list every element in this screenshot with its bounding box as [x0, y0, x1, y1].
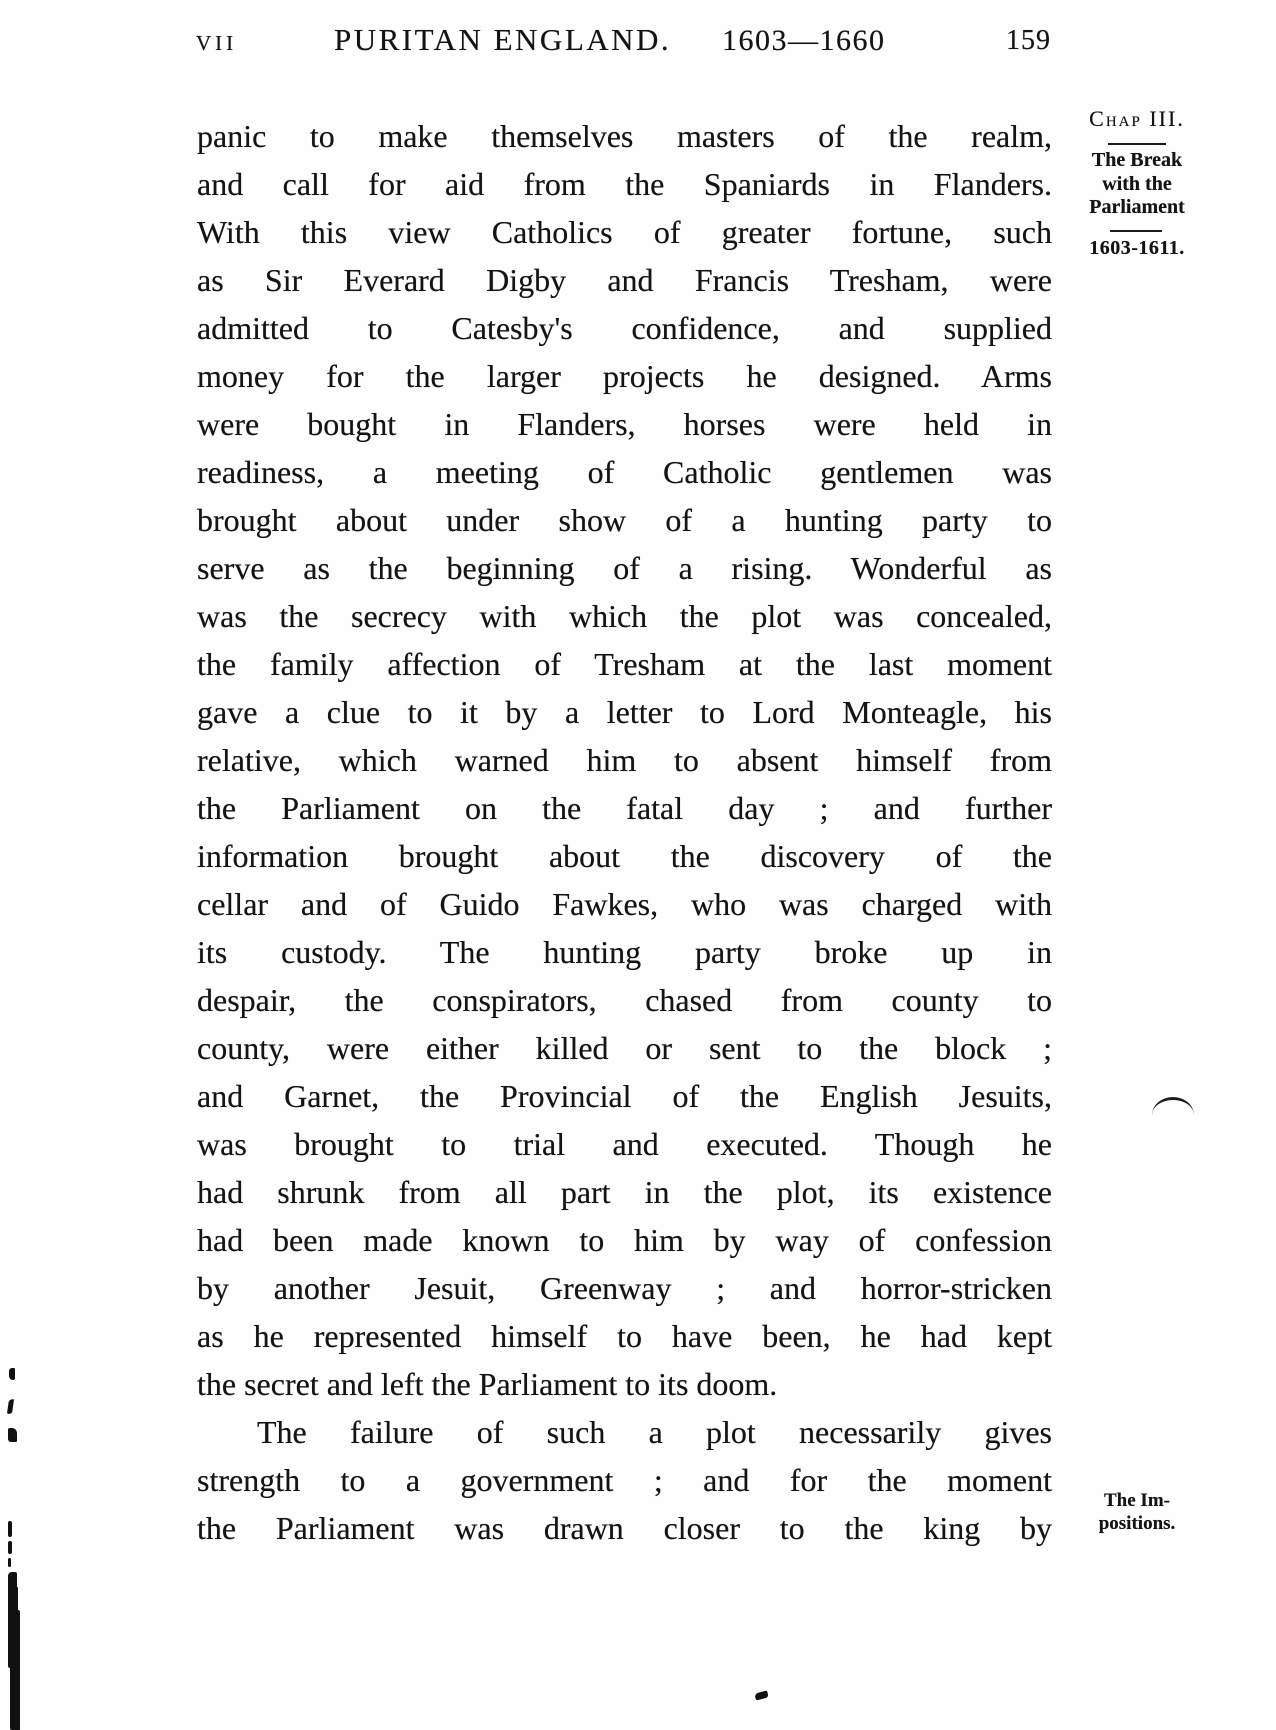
sidenote-line: The Im- [1104, 1490, 1170, 1511]
body-text-line: admitted to Catesby's confidence, and supplied [197, 310, 1052, 346]
body-text-line: strength to a government ; and for the moment [197, 1462, 1052, 1498]
body-text-line: money for the larger projects he designed. Arms [197, 358, 1052, 394]
body-text-line: serve as the beginning of a rising. Wonderful as [197, 550, 1052, 586]
body-text-line: cellar and of Guido Fawkes, who was charged with [197, 886, 1052, 922]
body-text-line: and Garnet, the Provincial of the English Jesuits, [197, 1078, 1052, 1114]
pen-arc-mark [1152, 1097, 1194, 1115]
scan-speck [8, 1521, 12, 1537]
body-text-line: despair, the conspirators, chased from county to [197, 982, 1052, 1018]
body-text-line: were bought in Flanders, horses were held in [197, 406, 1052, 442]
body-text-line: had been made known to him by way of confession [197, 1222, 1052, 1258]
body-text-line: With this view Catholics of greater fortune, such [197, 214, 1052, 250]
body-text-line: information brought about the discovery of the [197, 838, 1052, 874]
body-text-line: the family affection of Tresham at the last moment [197, 646, 1052, 682]
body-text-line: the Parliament was drawn closer to the king by [197, 1510, 1052, 1546]
chapter-numeral: VII [196, 31, 238, 55]
impositions-sidenote [1062, 1489, 1212, 1535]
scan-speck [754, 1691, 768, 1701]
scan-speck [9, 1368, 15, 1380]
body-text-line: the Parliament on the fatal day ; and further [197, 790, 1052, 826]
paragraph-plot-failure [197, 1408, 1052, 1552]
body-text-line: panic to make themselves masters of the realm, [197, 118, 1052, 154]
page-number: 159 [1006, 25, 1051, 56]
body-text-line: The failure of such a plot necessarily gives [257, 1414, 1052, 1450]
body-text-line: and call for aid from the Spaniards in Flanders. [197, 166, 1052, 202]
body-text-line: county, were either killed or sent to the block ; [197, 1030, 1052, 1066]
sidenote-line: with the [1102, 172, 1172, 195]
body-text-line: by another Jesuit, Greenway ; and horror-stricken [197, 1270, 1052, 1306]
body-text-line: readiness, a meeting of Catholic gentlemen was [197, 454, 1052, 490]
body-text-line: was brought to trial and executed. Though he [197, 1126, 1052, 1162]
running-title: PURITAN ENGLAND. [334, 22, 672, 57]
body-text-line: as he represented himself to have been, he had kept [197, 1318, 1052, 1354]
sidenote-line: The Break [1091, 149, 1183, 171]
sidenote-rule [1108, 143, 1166, 145]
body-text-line: gave a clue to it by a letter to Lord Monteagle, his [197, 694, 1052, 730]
scan-edge-streak [8, 1572, 17, 1668]
scan-speck [8, 1541, 12, 1554]
break-with-parliament-sidenote [1062, 149, 1212, 220]
sidenote-line: positions. [1098, 1513, 1176, 1534]
running-date-range: 1603—1660 [722, 24, 886, 57]
date-sidenote: 1603-1611. [1089, 237, 1185, 259]
body-text-line: the secret and left the Parliament to its doom. [197, 1366, 778, 1402]
body-text-line: as Sir Everard Digby and Francis Tresham, were [197, 262, 1052, 298]
scan-speck [7, 1399, 14, 1415]
scan-speck [8, 1558, 11, 1567]
sidenote-line: Parliament [1089, 196, 1185, 218]
body-text-line: was the secrecy with which the plot was concealed, [197, 598, 1052, 634]
body-text-line: relative, which warned him to absent himself from [197, 742, 1052, 778]
body-text-line: its custody. The hunting party broke up in [197, 934, 1052, 970]
body-text [197, 112, 1052, 1552]
sidenote-rule [1110, 230, 1162, 232]
scan-speck [8, 1428, 17, 1442]
body-text-line: brought about under show of a hunting party to [197, 502, 1052, 538]
paragraph-gunpowder-plot [197, 112, 1052, 1408]
chapter-sidenote: Chap III. [1089, 106, 1185, 131]
body-text-line: had shrunk from all part in the plot, its existence [197, 1174, 1052, 1210]
